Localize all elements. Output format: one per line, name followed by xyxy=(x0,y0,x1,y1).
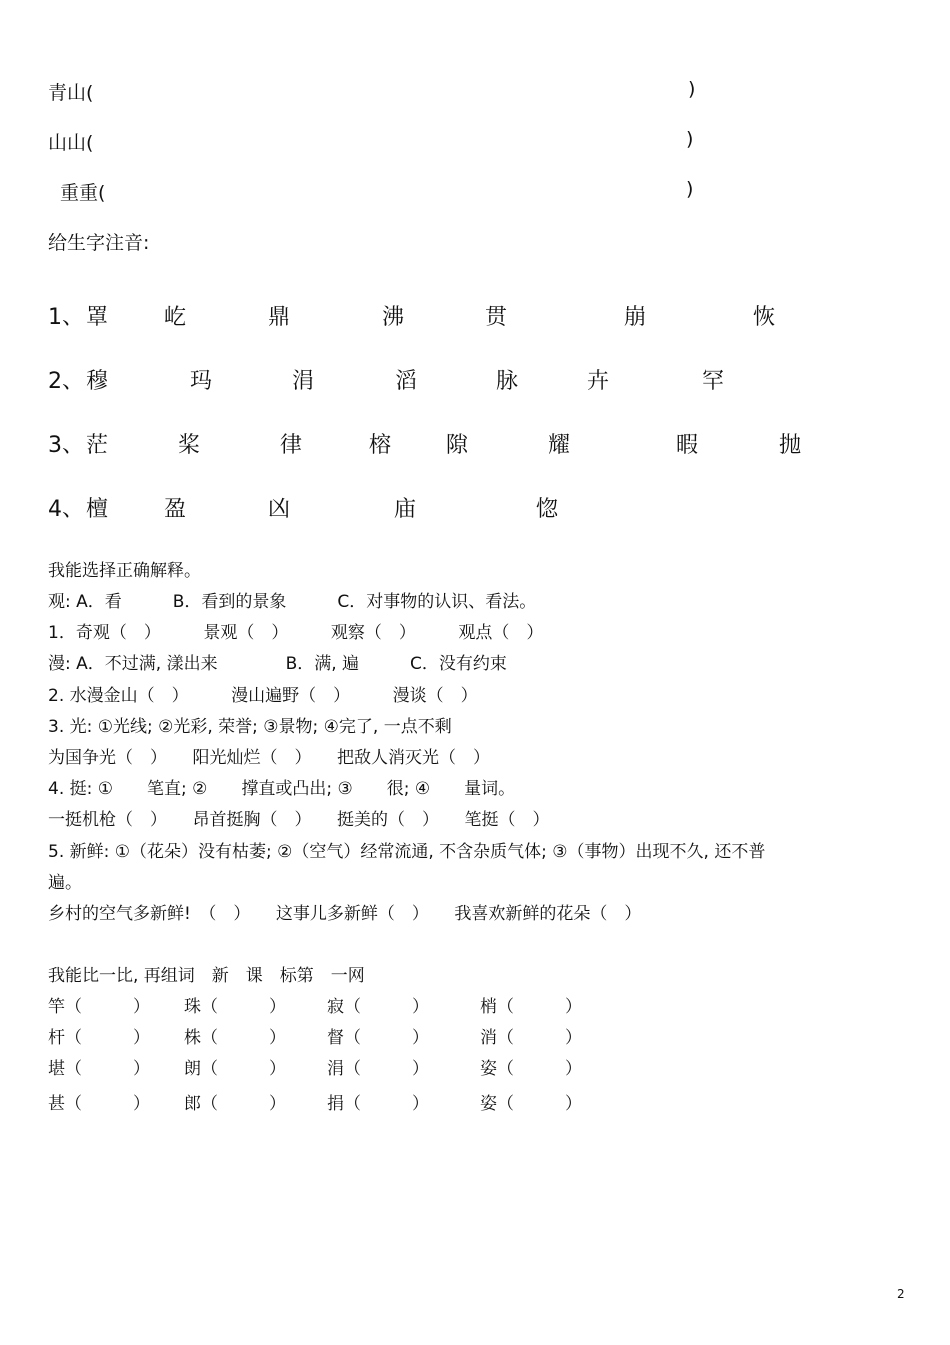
compare-item: 督（ ） xyxy=(327,1028,429,1048)
hanzi: 玛 xyxy=(190,369,213,394)
fill-line-close: ) xyxy=(688,78,696,100)
hanzi: 沸 xyxy=(382,305,405,330)
compare-item: 株（ ） xyxy=(184,1028,286,1048)
row-number: 4、 xyxy=(48,497,84,522)
compare-item: 姿（ ） xyxy=(480,1094,582,1114)
hanzi: 桨 xyxy=(178,433,201,458)
hanzi: 穆 xyxy=(86,369,109,394)
row-number: 3、 xyxy=(48,433,84,458)
compare-item: 珠（ ） xyxy=(184,997,286,1017)
hanzi: 鼎 xyxy=(268,305,291,330)
row-number: 1、 xyxy=(48,305,84,330)
meaning-line: 4. 挺: ① 笔直; ② 撑直或凸出; ③ 很; ④ 量词。 xyxy=(48,779,516,799)
meaning-line: 2. 水漫金山（ ） 漫山遍野（ ） 漫谈（ ） xyxy=(48,686,478,706)
hanzi: 庙 xyxy=(394,497,417,522)
compare-item: 堪（ ） xyxy=(48,1059,150,1079)
fill-line-close: ) xyxy=(686,128,694,150)
compare-item: 姿（ ） xyxy=(480,1059,582,1079)
compare-item: 朗（ ） xyxy=(184,1059,286,1079)
hanzi: 抛 xyxy=(779,433,802,458)
hanzi: 隙 xyxy=(446,433,469,458)
hanzi: 耀 xyxy=(548,433,571,458)
meaning-line: 乡村的空气多新鲜! （ ） 这事儿多新鲜（ ） 我喜欢新鲜的花朵（ ） xyxy=(48,904,642,924)
compare-item: 杆（ ） xyxy=(48,1028,150,1048)
meaning-line: 漫: A．不过满, 漾出来 B．满, 遍 C．没有约束 xyxy=(48,654,507,674)
hanzi: 罕 xyxy=(702,369,725,394)
hanzi: 律 xyxy=(280,433,303,458)
fill-line-close: ) xyxy=(686,178,694,200)
meaning-line: 3. 光: ①光线; ②光彩, 荣誉; ③景物; ④完了, 一点不剩 xyxy=(48,717,452,737)
hanzi: 贯 xyxy=(485,305,508,330)
fill-line-label: 青山( xyxy=(48,82,94,104)
meaning-line: 为国争光（ ） 阳光灿烂（ ） 把敌人消灭光（ ） xyxy=(48,748,490,768)
hanzi: 屹 xyxy=(164,305,187,330)
hanzi: 滔 xyxy=(395,369,418,394)
compare-item: 寂（ ） xyxy=(327,997,429,1017)
hanzi: 罩 xyxy=(86,305,109,330)
hanzi: 脉 xyxy=(496,369,519,394)
hanzi: 茫 xyxy=(86,433,109,458)
fill-line-label: 重重( xyxy=(60,182,106,204)
hanzi: 盈 xyxy=(164,497,187,522)
compare-item: 郎（ ） xyxy=(184,1094,286,1114)
meaning-heading: 我能选择正确解释。 xyxy=(48,561,201,581)
page-number: 2 xyxy=(897,1287,905,1301)
hanzi: 恢 xyxy=(753,305,776,330)
hanzi: 榕 xyxy=(369,433,392,458)
hanzi: 惚 xyxy=(536,497,559,522)
meaning-line: 5. 新鲜: ①（花朵）没有枯萎; ②（空气）经常流通, 不含杂质气体; ③（事物）出现不久, 还不普 xyxy=(48,842,766,862)
hanzi: 崩 xyxy=(624,305,647,330)
meaning-line: 遍。 xyxy=(48,873,82,893)
hanzi: 涓 xyxy=(292,369,315,394)
hanzi: 檀 xyxy=(86,497,109,522)
fill-line-label: 山山( xyxy=(48,132,94,154)
hanzi: 暇 xyxy=(676,433,699,458)
compare-heading: 我能比一比, 再组词 新 课 标第 一网 xyxy=(48,966,365,986)
row-number: 2、 xyxy=(48,369,84,394)
compare-item: 梢（ ） xyxy=(480,997,582,1017)
meaning-line: 观: A．看 B．看到的景象 C．对事物的认识、看法。 xyxy=(48,592,537,612)
compare-item: 捐（ ） xyxy=(327,1094,429,1114)
meaning-line: 1．奇观（ ） 景观（ ） 观察（ ） 观点（ ） xyxy=(48,623,544,643)
compare-item: 消（ ） xyxy=(480,1028,582,1048)
hanzi: 卉 xyxy=(587,369,610,394)
compare-item: 竿（ ） xyxy=(48,997,150,1017)
compare-item: 涓（ ） xyxy=(327,1059,429,1079)
meaning-line: 一挺机枪（ ） 昂首挺胸（ ） 挺美的（ ） 笔挺（ ） xyxy=(48,810,550,830)
pinyin-heading: 给生字注音: xyxy=(48,232,150,254)
hanzi: 凶 xyxy=(268,497,291,522)
compare-item: 甚（ ） xyxy=(48,1094,150,1114)
